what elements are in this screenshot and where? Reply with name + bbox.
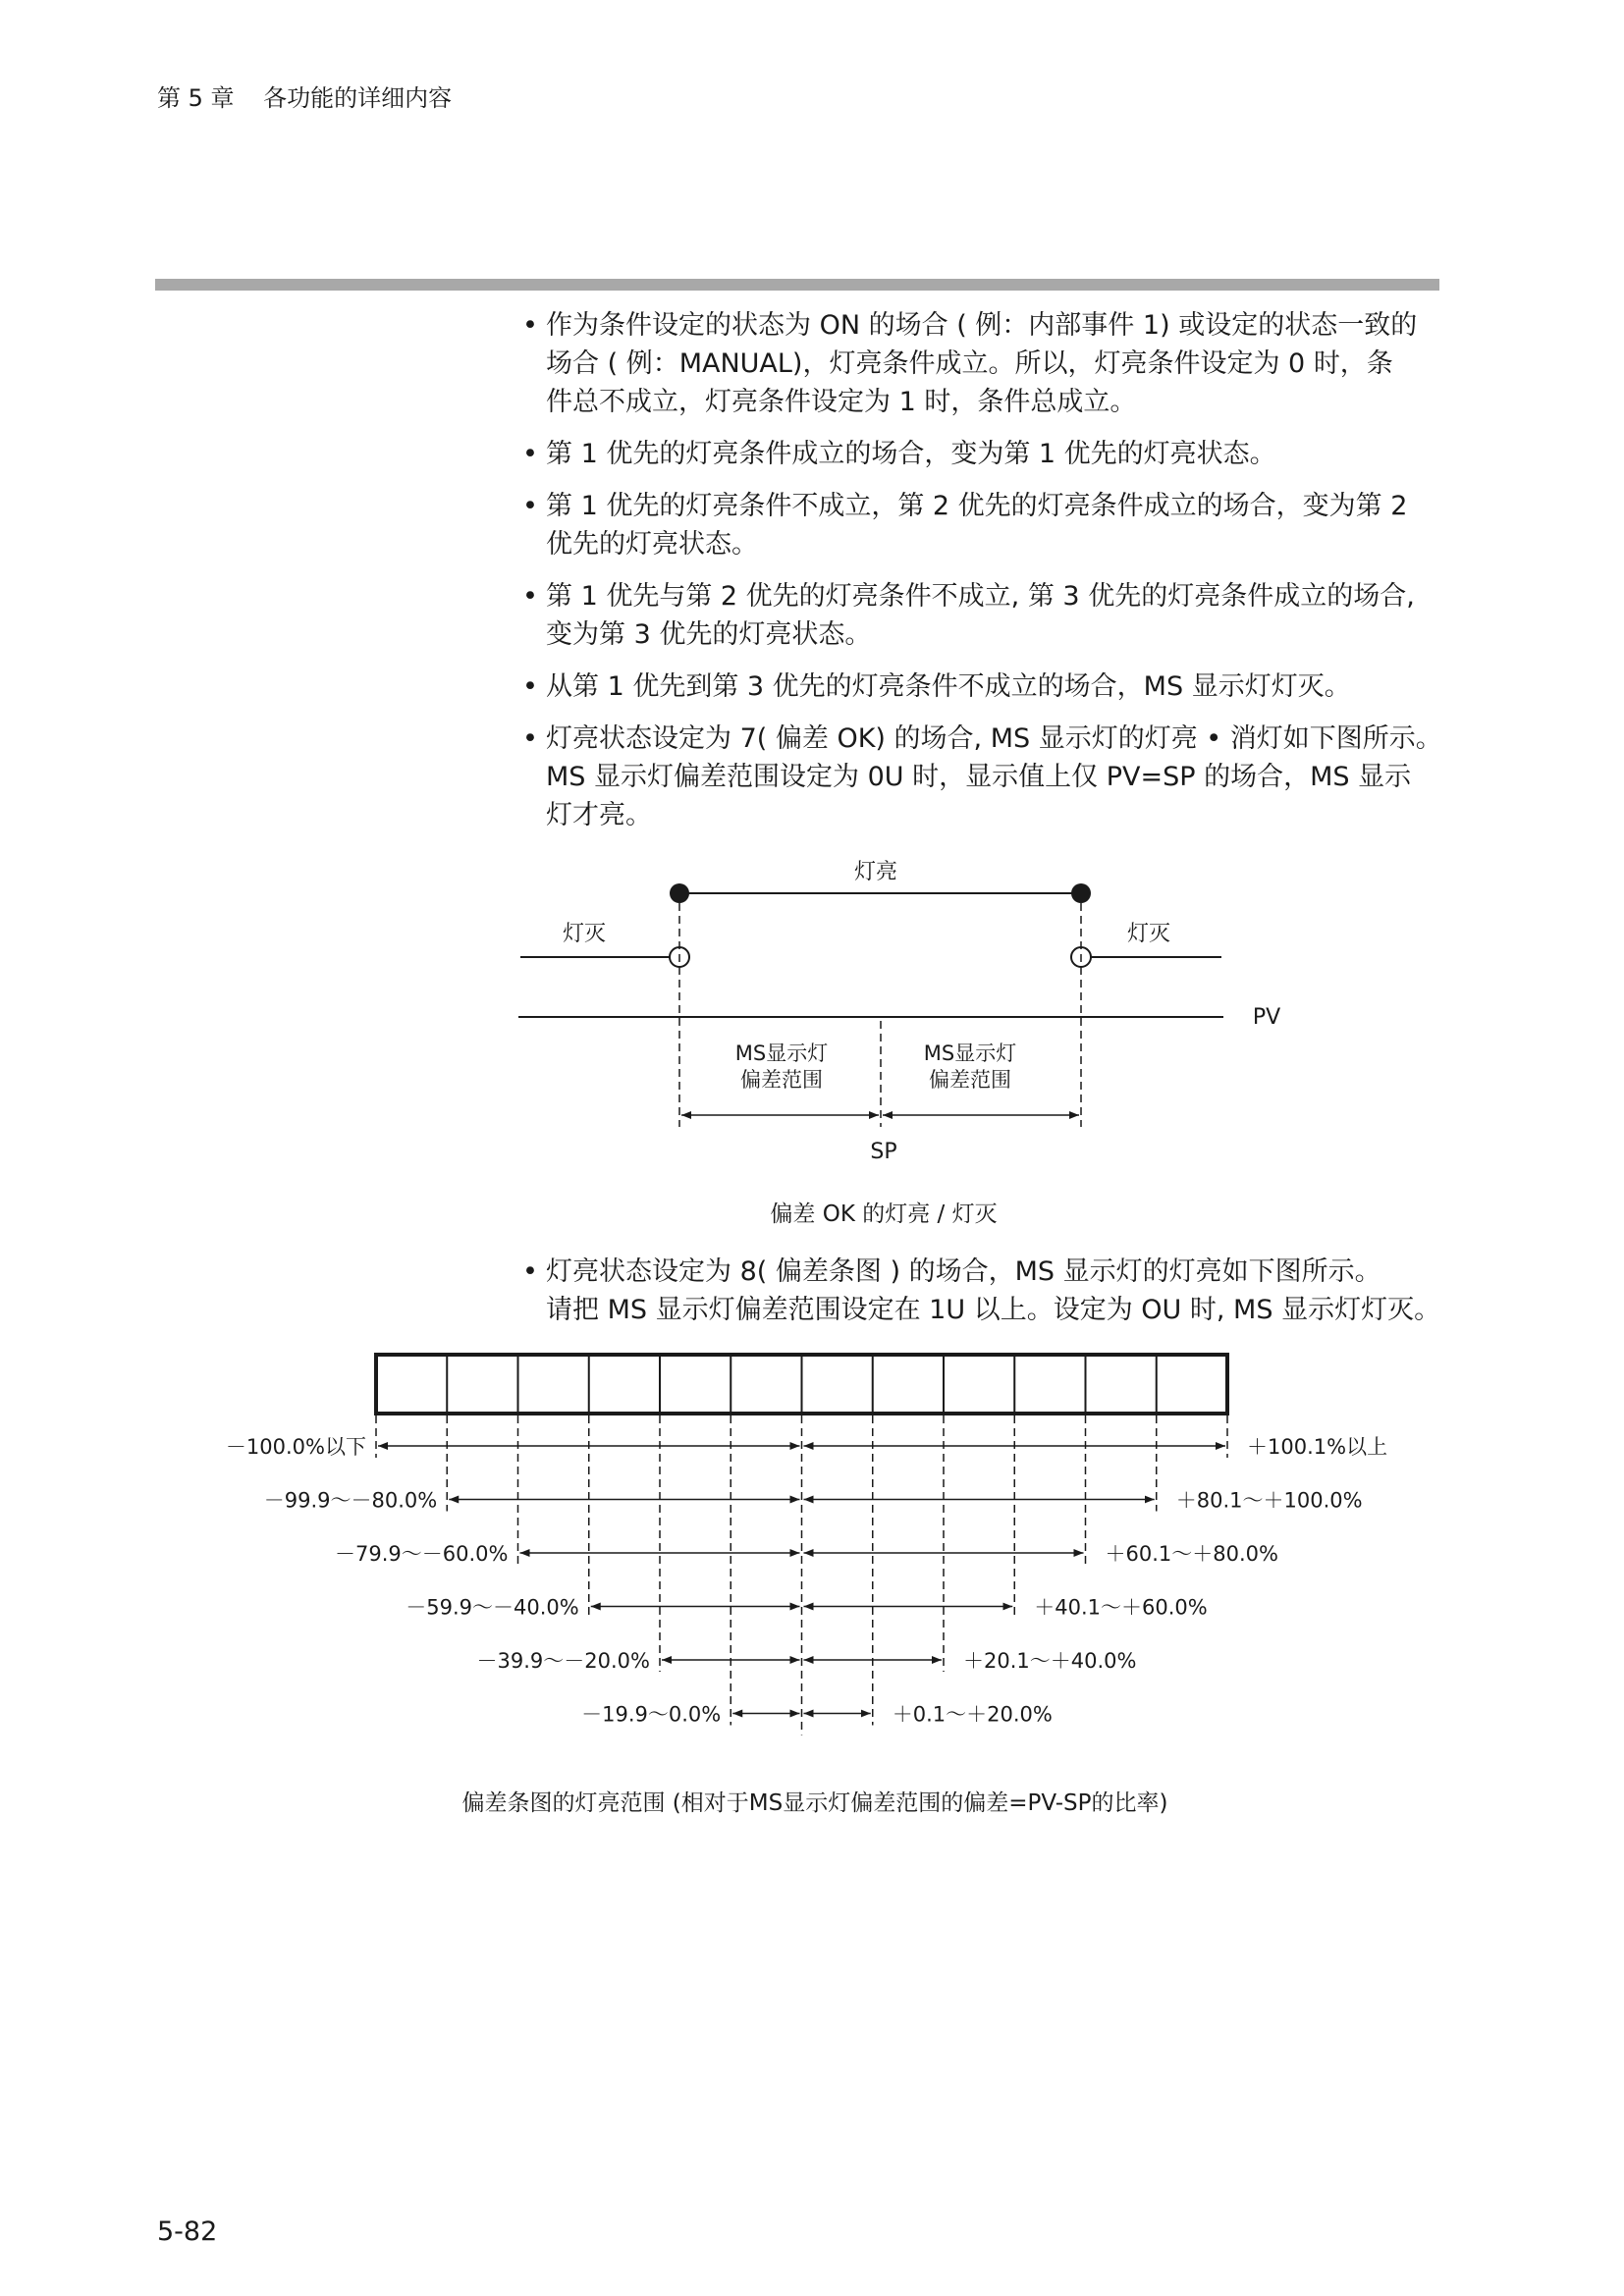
range-label-left: －59.9～－40.0%	[406, 1595, 579, 1620]
bullet-line: 灯才亮。	[546, 800, 652, 830]
range-label-right-1: MS显示灯	[923, 1041, 1017, 1065]
on-end-dot	[1071, 883, 1091, 903]
bullet-line: • 第 1 优先的灯亮条件不成立，第 2 优先的灯亮条件成立的场合，变为第 2	[546, 491, 1408, 521]
range-label-left: －99.9～－80.0%	[263, 1488, 438, 1513]
bullet-line: • 从第 1 优先到第 3 优先的灯亮条件不成立的场合，MS 显示灯灯灭。	[546, 671, 1351, 702]
chapter-title: 各功能的详细内容	[263, 84, 453, 112]
range-label-right: ＋20.1～＋40.0%	[963, 1649, 1137, 1673]
bullet-line: • 灯亮状态设定为 8( 偏差条图 ) 的场合，MS 显示灯的灯亮如下图所示。	[546, 1256, 1381, 1287]
bullet-line: MS 显示灯偏差范围设定为 0U 时，显示值上仅 PV=SP 的场合，MS 显示	[546, 762, 1412, 792]
figure1-caption: 偏差 OK 的灯亮 / 灯灭	[770, 1201, 998, 1227]
off-label-right: 灯灭	[1126, 922, 1171, 946]
range-label-right: ＋40.1～＋60.0%	[1034, 1595, 1208, 1620]
pv-label: PV	[1252, 1005, 1281, 1030]
range-label-right: ＋80.1～＋100.0%	[1175, 1488, 1363, 1513]
bullet-list-2	[520, 1253, 1443, 1329]
bullet-line: 场合 ( 例：MANUAL)，灯亮条件成立。所以，灯亮条件设定为 0 时，条	[546, 348, 1393, 379]
bullet-line: 优先的灯亮状态。	[546, 529, 758, 560]
range-label-left-2: 偏差范围	[740, 1068, 823, 1092]
on-label: 灯亮	[853, 860, 898, 884]
range-label-right: ＋100.1%以上	[1247, 1435, 1388, 1459]
bullet-line: • 灯亮状态设定为 7( 偏差 OK) 的场合, MS 显示灯的灯亮 • 消灯如下图所示。	[546, 723, 1442, 754]
range-label-left: －39.9～－20.0%	[476, 1649, 650, 1673]
figure2-caption: 偏差条图的灯亮范围 (相对于MS显示灯偏差范围的偏差=PV-SP的比率)	[461, 1790, 1168, 1816]
page-number: 5-82	[157, 2216, 218, 2247]
deviation-bar-diagram	[0, 1335, 1624, 1747]
bullet-line: 请把 MS 显示灯偏差范围设定在 1U 以上。设定为 OU 时, MS 显示灯灯灭。	[546, 1295, 1441, 1325]
range-label-right: ＋60.1～＋80.0%	[1105, 1542, 1278, 1566]
range-label-left: －100.0%以下	[225, 1435, 366, 1459]
bullet-line: 变为第 3 优先的灯亮状态。	[546, 619, 872, 650]
sp-label: SP	[870, 1140, 897, 1164]
range-label-right: ＋0.1～＋20.0%	[892, 1702, 1053, 1727]
chapter-number: 第 5 章	[157, 84, 235, 112]
range-label-left-1: MS显示灯	[734, 1041, 829, 1065]
range-label-left: －79.9～－60.0%	[335, 1542, 509, 1566]
bullet-item	[520, 1253, 1443, 1329]
bullet-line: 件总不成立，灯亮条件设定为 1 时，条件总成立。	[546, 387, 1137, 417]
on-start-dot	[670, 883, 689, 903]
bullet-line: • 第 1 优先与第 2 优先的灯亮条件不成立, 第 3 优先的灯亮条件成立的场合,	[546, 581, 1415, 612]
bullet-line: • 第 1 优先的灯亮条件成立的场合，变为第 1 优先的灯亮状态。	[546, 439, 1276, 469]
bullet-line: • 作为条件设定的状态为 ON 的场合 ( 例：内部事件 1) 或设定的状态一致的	[546, 310, 1418, 341]
off-label-left: 灯灭	[562, 922, 607, 946]
range-label-right-2: 偏差范围	[929, 1068, 1011, 1092]
range-label-left: －19.9～0.0%	[581, 1702, 722, 1727]
